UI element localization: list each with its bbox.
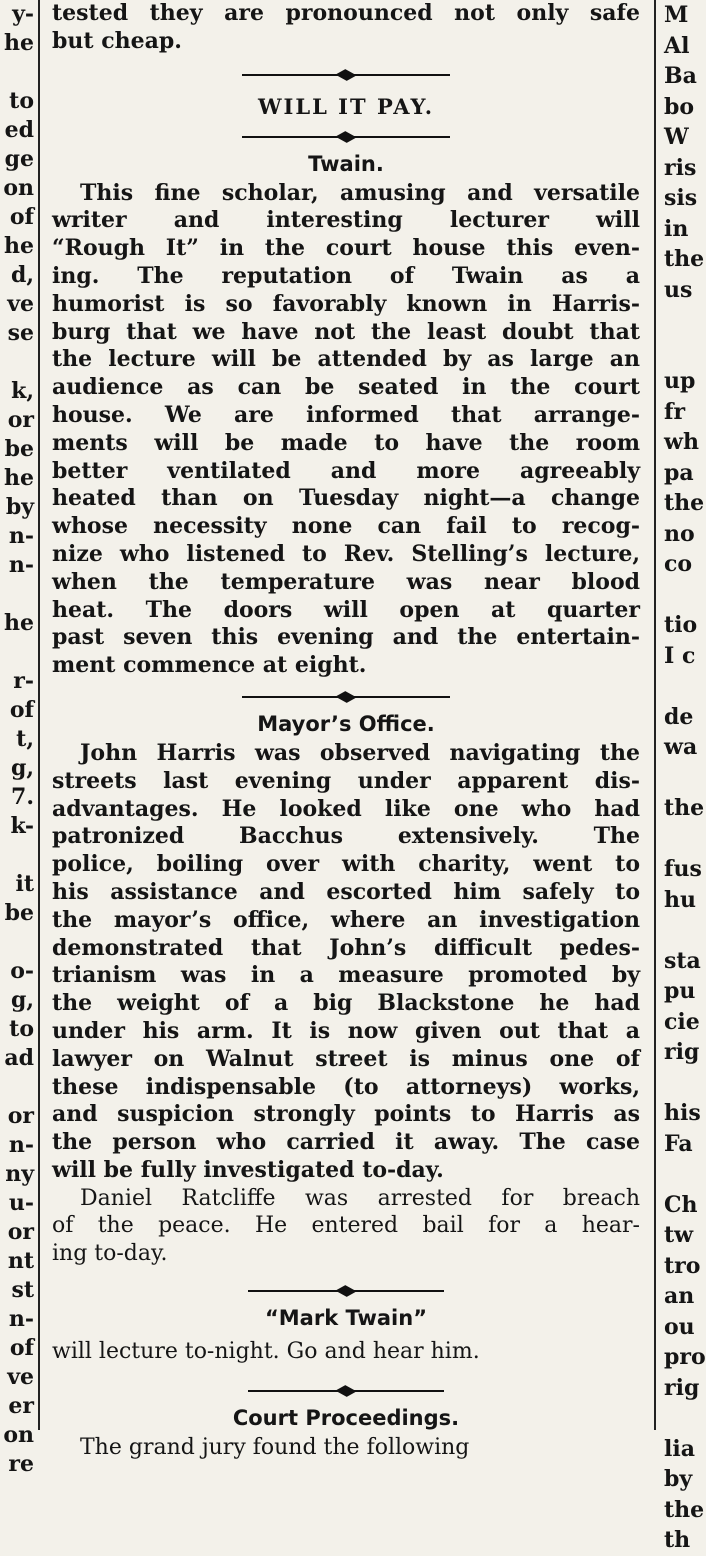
ornamental-divider — [52, 1280, 640, 1302]
text-line: the mayor’s office, where an investigation — [52, 906, 640, 933]
text-line: heat. The doors will open at quarter — [52, 596, 640, 623]
fragment-line — [664, 1159, 700, 1190]
fragment-line — [0, 928, 34, 957]
fragment-line: wh — [664, 429, 699, 455]
fragment-line: Al — [664, 32, 690, 59]
fragment-line: wa — [664, 734, 698, 760]
fragment-line: d, — [10, 262, 34, 288]
column-rule-right — [654, 0, 656, 1430]
fragment-line: n- — [8, 1132, 34, 1158]
fragment-line: tw — [664, 1222, 694, 1248]
fragment-line: ge — [4, 146, 34, 172]
fragment-line: ve — [7, 1364, 34, 1390]
fragment-line: n- — [8, 552, 34, 578]
fragment-line: ou — [664, 1313, 695, 1340]
text-line: Daniel Ratcliffe was arrested for breach — [80, 1185, 640, 1211]
fragment-line — [0, 348, 34, 377]
fragment-line: rig — [664, 1039, 700, 1065]
fragment-line: co — [664, 551, 693, 577]
article-paragraph-ratcliffe — [52, 1185, 640, 1268]
text-line: ing to-day. — [52, 1241, 168, 1267]
fragment-line: g, — [10, 987, 34, 1013]
text-line: house. We are informed that arrange- — [52, 401, 640, 428]
text-line: will lecture to-night. Go and hear him. — [52, 1339, 480, 1365]
text-line: advantages. He looked like one who had — [52, 795, 640, 822]
article-body-mayors-office — [52, 740, 640, 1185]
fragment-line: re — [8, 1451, 34, 1477]
fragment-line: sta — [664, 947, 701, 974]
fragment-line: u- — [8, 1190, 34, 1216]
fragment-line: o- — [10, 958, 34, 984]
fragment-line — [664, 824, 700, 855]
text-line: John Harris was observed navigating the — [80, 739, 640, 766]
fragment-line — [664, 1068, 700, 1099]
text-line: when the temperature was near blood — [52, 568, 640, 595]
fragment-line: or — [7, 1103, 34, 1129]
text-line: whose necessity none can fail to recog- — [52, 513, 640, 540]
fragment-line: he — [4, 465, 34, 491]
text-line: patronized Bacchus extensively. The — [52, 823, 640, 850]
fragment-line: fr — [664, 398, 686, 425]
fragment-line: ed — [4, 117, 34, 143]
fragment-line: W — [664, 124, 689, 150]
article-title-mayors-office: Mayor’s Office. — [257, 711, 435, 736]
fragment-line: st — [11, 1277, 34, 1303]
fragment-line: rig — [664, 1374, 700, 1401]
fragment-line: the — [664, 795, 705, 821]
fragment-line — [664, 305, 700, 336]
fragment-line: r- — [13, 668, 34, 694]
fragment-line: ad — [4, 1045, 34, 1071]
fragment-line: Ba — [664, 63, 697, 89]
main-column — [52, 0, 640, 1460]
article-title-twain: Twain. — [308, 151, 384, 176]
fragment-line — [0, 580, 34, 609]
text-line: audience as can be seated in the court — [52, 374, 640, 401]
fragment-line: n- — [8, 1306, 34, 1332]
text-line: the lecture will be attended by as large an — [52, 346, 640, 373]
fragment-line: be — [4, 900, 34, 926]
fragment-line: de — [664, 703, 694, 730]
fragment-line: n- — [8, 523, 34, 549]
article-title-mark-twain: “Mark Twain” — [264, 1306, 428, 1331]
fragment-line: lia — [664, 1435, 695, 1462]
article-title-court-proceedings: Court Proceedings. — [232, 1405, 460, 1430]
text-line: This fine scholar, amusing and versatile — [80, 179, 640, 206]
fragment-line: ny — [5, 1161, 34, 1187]
fragment-line: se — [7, 320, 34, 346]
fragment-line — [664, 580, 700, 611]
top-fragment — [52, 0, 640, 56]
text-line: of the peace. He entered bail for a hear- — [52, 1213, 640, 1239]
text-line: police, boiling over with charity, went to — [52, 851, 640, 878]
fragment-line: k- — [10, 813, 34, 839]
fragment-line: of — [9, 1335, 34, 1361]
text-line: “Rough It” in the court house this even- — [52, 235, 640, 262]
article-body-twain — [52, 180, 640, 680]
fragment-line — [664, 336, 700, 367]
fragment-line: M — [664, 2, 689, 28]
fragment-line: pu — [664, 978, 696, 1004]
fragment-line: nt — [7, 1248, 34, 1274]
fragment-line: it — [15, 871, 34, 897]
text-line: tested they are pronounced not only safe — [52, 0, 640, 26]
fragment-line: to — [9, 88, 34, 114]
text-line: will be fully investigated to-day. — [52, 1156, 444, 1183]
text-line: trianism was in a measure promoted by — [52, 962, 640, 989]
text-line: demonstrated that John’s difficult pedes- — [52, 934, 640, 961]
text-line: the weight of a big Blackstone he had — [52, 990, 640, 1017]
text-line: under his arm. It is now given out that a — [52, 1017, 640, 1044]
fragment-line — [664, 1403, 700, 1434]
text-line: ment commence at eight. — [52, 652, 367, 679]
fragment-line: us — [664, 276, 693, 303]
ornamental-divider — [52, 1380, 640, 1402]
left-column-fragments — [0, 0, 34, 1477]
ornamental-divider — [52, 64, 640, 86]
fragment-line: bo — [664, 93, 695, 120]
fragment-line: in — [664, 215, 689, 242]
fragment-line: the — [664, 246, 705, 272]
fragment-line: ve — [7, 291, 34, 317]
fragment-line — [0, 638, 34, 667]
fragment-line: he — [4, 610, 34, 636]
fragment-line: up — [664, 368, 696, 394]
fragment-line: y- — [12, 1, 34, 27]
fragment-line: his — [664, 1100, 701, 1126]
fragment-line: t, — [16, 726, 34, 752]
fragment-line: or — [7, 407, 34, 433]
fragment-line: fus — [664, 856, 702, 882]
text-line: ing. The reputation of Twain as a — [52, 262, 640, 289]
fragment-line: 7. — [11, 784, 34, 810]
fragment-line: Ch — [664, 1191, 698, 1218]
fragment-line — [0, 58, 34, 87]
text-line: but cheap. — [52, 27, 182, 54]
text-line: ments will be made to have the room — [52, 429, 640, 456]
text-line: better ventilated and more agreeably — [52, 457, 640, 484]
fragment-line: I c — [664, 642, 696, 669]
text-line: these indispensable (to attorneys) works, — [52, 1073, 640, 1100]
fragment-line: of — [9, 697, 34, 723]
fragment-line: on — [3, 175, 34, 201]
fragment-line: pa — [664, 459, 694, 486]
text-line: his assistance and escorted him safely to — [52, 878, 640, 905]
fragment-line: k, — [11, 378, 34, 404]
fragment-line: er — [8, 1393, 34, 1419]
fragment-line — [0, 1073, 34, 1102]
text-line: nize who listened to Rev. Stelling’s lecture, — [52, 540, 640, 567]
text-line: past seven this evening and the entertain- — [52, 624, 640, 651]
fragment-line: Fa — [664, 1130, 693, 1157]
text-line: humorist is so favorably known in Harris- — [52, 290, 640, 317]
fragment-line — [664, 915, 700, 946]
text-line: the person who carried it away. The case — [52, 1129, 640, 1156]
text-line: and suspicion strongly points to Harris as — [52, 1101, 640, 1128]
fragment-line: cie — [664, 1008, 700, 1035]
fragment-line: to — [9, 1016, 34, 1042]
fragment-line: tio — [664, 612, 698, 638]
fragment-line — [664, 763, 700, 794]
text-line: burg that we have not the least doubt that — [52, 318, 640, 345]
right-column-fragments — [664, 0, 706, 1553]
fragment-line: no — [664, 520, 695, 547]
text-line: writer and interesting lecturer will — [52, 207, 640, 234]
column-rule-left — [38, 0, 40, 1430]
fragment-line: the — [664, 1496, 705, 1523]
fragment-line: on — [3, 1422, 34, 1448]
fragment-line: th — [664, 1527, 691, 1553]
fragment-line: ris — [664, 154, 697, 181]
fragment-line: of — [9, 204, 34, 230]
fragment-line: sis — [664, 185, 698, 211]
fragment-line: g, — [10, 755, 34, 781]
fragment-line: by — [664, 1466, 693, 1492]
fragment-line: pro — [664, 1344, 706, 1370]
text-line-cutoff: The grand jury found the following — [80, 1434, 470, 1460]
text-line: lawyer on Walnut street is minus one of — [52, 1045, 640, 1072]
fragment-line: be — [4, 436, 34, 462]
text-line: heated than on Tuesday night—a change — [52, 485, 640, 512]
fragment-line — [664, 671, 700, 702]
fragment-line: he — [4, 30, 34, 56]
fragment-line: an — [664, 1283, 695, 1309]
ornamental-divider — [52, 686, 640, 708]
fragment-line: the — [664, 490, 705, 516]
section-heading-will-it-pay: WILL IT PAY. — [257, 93, 435, 119]
fragment-line — [0, 841, 34, 870]
fragment-line: tro — [664, 1252, 701, 1279]
ornamental-divider — [52, 126, 640, 148]
fragment-line: or — [7, 1219, 34, 1245]
text-line: streets last evening under apparent dis- — [52, 767, 640, 794]
fragment-line: he — [4, 233, 34, 259]
fragment-line: hu — [664, 886, 696, 913]
fragment-line: by — [5, 494, 34, 520]
